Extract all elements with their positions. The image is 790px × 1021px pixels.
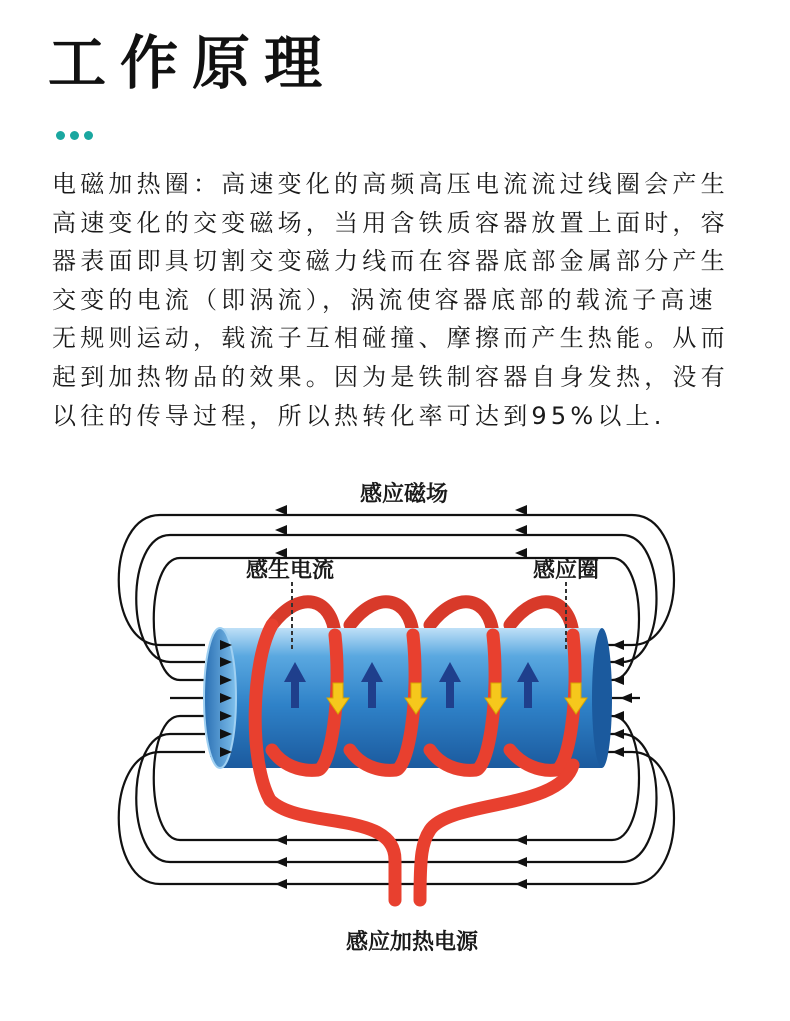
field-arrow — [612, 711, 624, 721]
field-arrow — [515, 525, 527, 535]
field-arrow — [515, 548, 527, 558]
accent-dots — [56, 131, 93, 140]
field-arrow — [515, 835, 527, 845]
field-arrow — [275, 525, 287, 535]
cylinder-right-end — [592, 628, 612, 768]
page-title: 工作原理 — [48, 29, 337, 97]
field-arrow — [275, 505, 287, 515]
coil-lead — [420, 765, 573, 900]
accent-dot — [70, 131, 79, 140]
field-arrow — [612, 675, 624, 685]
field-arrow — [515, 879, 527, 889]
field-arrow — [612, 747, 624, 757]
field-arrow — [275, 879, 287, 889]
field-arrow — [620, 693, 632, 703]
accent-dot — [56, 131, 65, 140]
field-arrow — [275, 548, 287, 558]
field-arrow — [275, 835, 287, 845]
description-text: 电磁加热圈：高速变化的高频高压电流流过线圈会产生高速变化的交变磁场，当用含铁质容器放置上面时，容器表面即具切割交变磁力线而在容器底部金属部分产生交变的电流（即涡流），涡流使容器底部的载流子高速无规则运动，载流子互相碰撞、摩擦而产生热能。从而起到加热物品的效果。因为是铁制容器自身发热，没有以往的传导过程，所以热转化率可达到95%以上. — [52, 170, 729, 430]
field-arrow — [515, 505, 527, 515]
field-arrow — [612, 729, 624, 739]
field-arrow — [515, 857, 527, 867]
label-power-source: 感应加热电源 — [345, 930, 479, 955]
label-induction-coil: 感应圈 — [532, 558, 600, 583]
field-arrow — [612, 657, 624, 667]
field-arrow — [275, 857, 287, 867]
field-arrow — [612, 640, 624, 650]
label-induced-current: 感生电流 — [245, 558, 335, 583]
accent-dot — [84, 131, 93, 140]
label-magnetic-field: 感应磁场 — [359, 482, 449, 507]
induction-heating-diagram — [0, 470, 790, 1021]
